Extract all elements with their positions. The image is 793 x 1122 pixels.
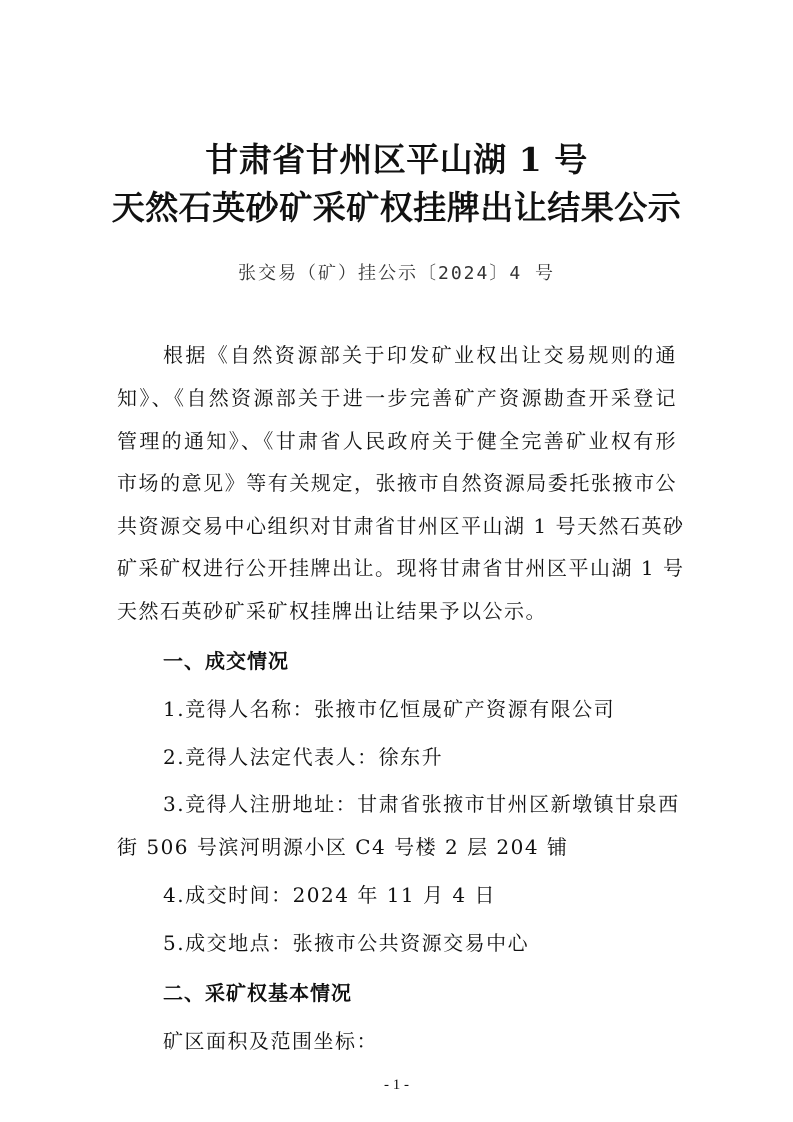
transaction-item-legal-representative: 2.竞得人法定代表人：徐东升 <box>163 745 444 769</box>
document-title-line-2: 天然石英砂矿采矿权挂牌出让结果公示 <box>111 188 682 227</box>
document-title-line-1: 甘肃省甘州区平山湖 1 号 <box>205 140 588 179</box>
mining-area-coordinates-label: 矿区面积及范围坐标： <box>163 1029 378 1053</box>
section-heading-mining-rights: 二、采矿权基本情况 <box>163 981 352 1005</box>
intro-line: 管理的通知》、《甘肃省人民政府关于健全完善矿业权有形 <box>117 429 677 453</box>
intro-line: 知》、《自然资源部关于进一步完善矿产资源勘查开采登记 <box>117 386 677 410</box>
transaction-item-bidder-name: 1.竞得人名称：张掖市亿恒晟矿产资源有限公司 <box>163 697 616 721</box>
intro-line: 共资源交易中心组织对甘肃省甘州区平山湖 1 号天然石英砂 <box>117 514 685 538</box>
page-number: - 1 - <box>384 1077 409 1093</box>
transaction-item-location: 5.成交地点：张掖市公共资源交易中心 <box>163 931 530 955</box>
document-number: 张交易（矿）挂公示〔2024〕4 号 <box>237 263 556 284</box>
transaction-item-address-continuation: 街 506 号滨河明源小区 C4 号楼 2 层 204 铺 <box>117 835 569 859</box>
intro-line: 市场的意见》等有关规定，张掖市自然资源局委托张掖市公 <box>117 471 677 495</box>
section-heading-transaction: 一、成交情况 <box>163 649 289 673</box>
transaction-item-date: 4.成交时间：2024 年 11 月 4 日 <box>163 883 496 907</box>
intro-line: 根据《自然资源部关于印发矿业权出让交易规则的通 <box>163 343 677 367</box>
intro-line: 天然石英砂矿采矿权挂牌出让结果予以公示。 <box>117 599 547 623</box>
transaction-item-registered-address: 3.竞得人注册地址：甘肃省张掖市甘州区新墩镇甘泉西 <box>163 792 680 816</box>
intro-line: 矿采矿权进行公开挂牌出让。现将甘肃省甘州区平山湖 1 号 <box>117 556 685 580</box>
